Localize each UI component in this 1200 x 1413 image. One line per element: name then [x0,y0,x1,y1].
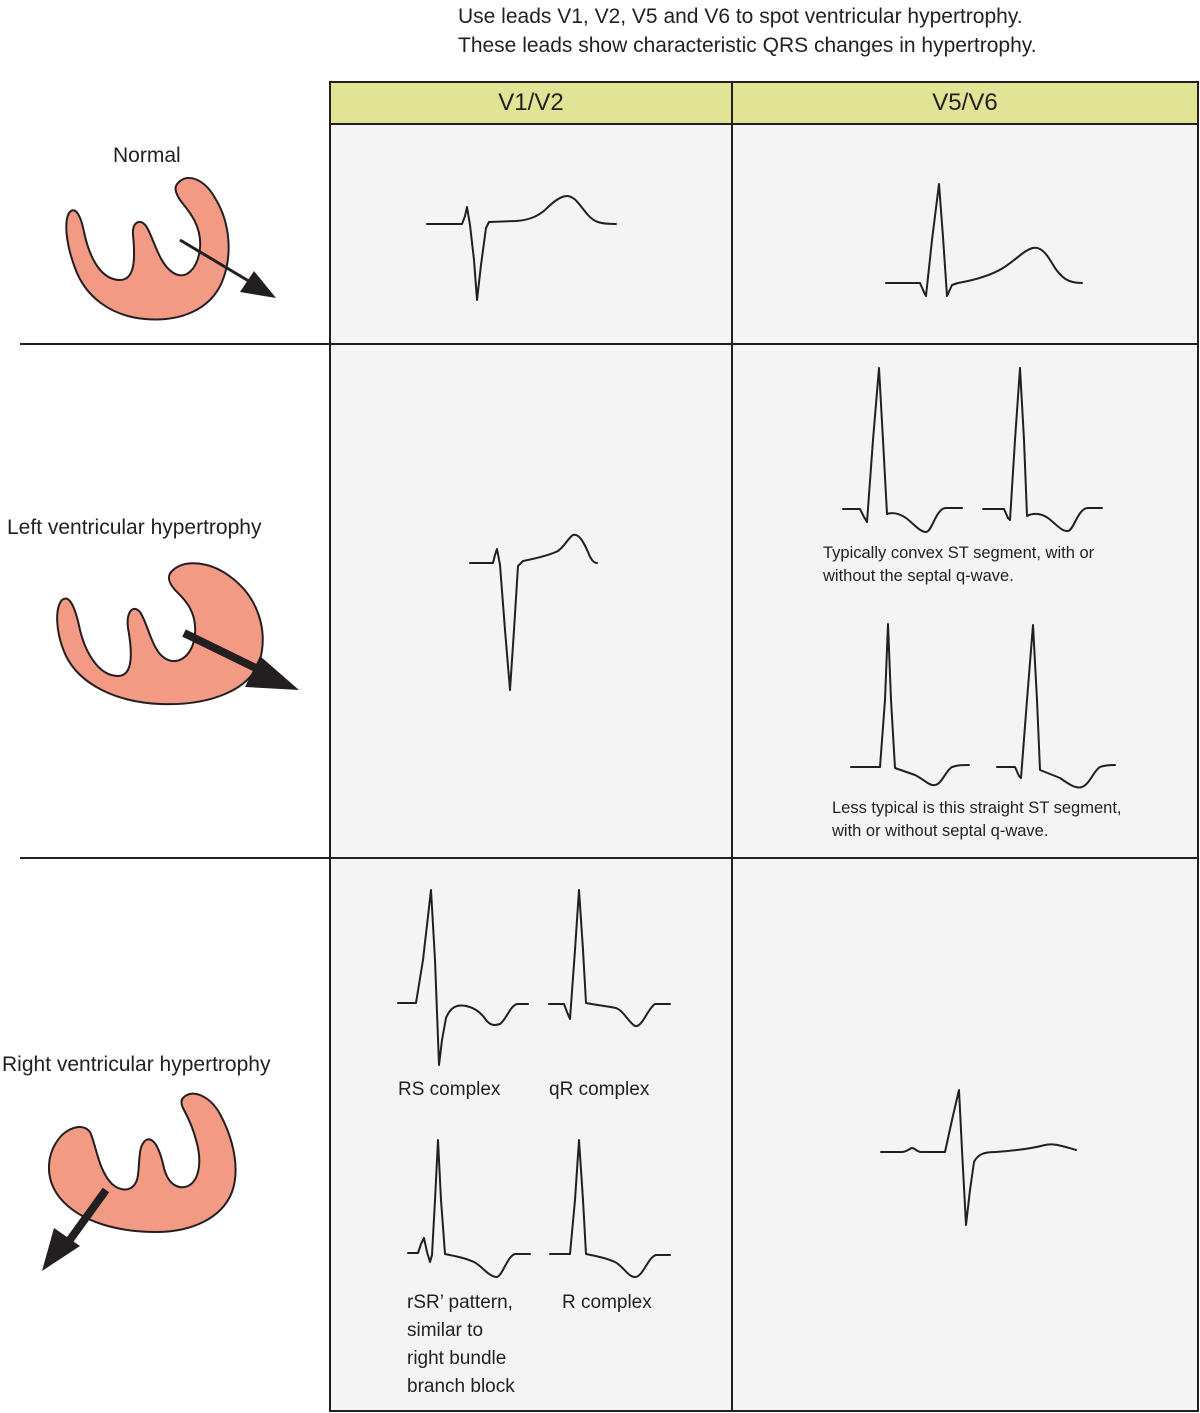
column-label-v5v6: V5/V6 [932,89,998,116]
caption-convex-line-1: Typically convex ST segment, with or [823,544,1095,562]
caption-straight-line-2: with or without septal q-wave. [832,822,1049,840]
caption-rsr-line-2: similar to [407,1320,484,1341]
row-label-normal: Normal [113,144,181,167]
caption-straight-line-1: Less typical is this straight ST segment, [832,799,1122,817]
row-label-lvh: Left ventricular hypertrophy [7,516,262,539]
column-label-v1v2: V1/V2 [498,89,564,116]
intro-line-2: These leads show characteristic QRS changes in hypertrophy. [458,34,1037,57]
caption-rs-complex: RS complex [398,1079,501,1100]
caption-rsr-line-4: branch block [407,1376,515,1397]
caption-convex-st [823,542,1094,588]
caption-convex-line-2: without the septal q-wave. [823,567,1014,585]
caption-rsr-pattern [407,1289,515,1401]
caption-rsr-line-1: rSR’ pattern, [407,1292,513,1313]
caption-r-complex: R complex [562,1292,652,1313]
caption-qr-complex: qR complex [549,1079,650,1100]
row-label-rvh: Right ventricular hypertrophy [2,1053,271,1076]
intro-line-1: Use leads V1, V2, V5 and V6 to spot ventricular hypertrophy. [458,5,1023,28]
caption-rsr-line-3: right bundle [407,1348,507,1369]
caption-straight-st [832,797,1121,843]
